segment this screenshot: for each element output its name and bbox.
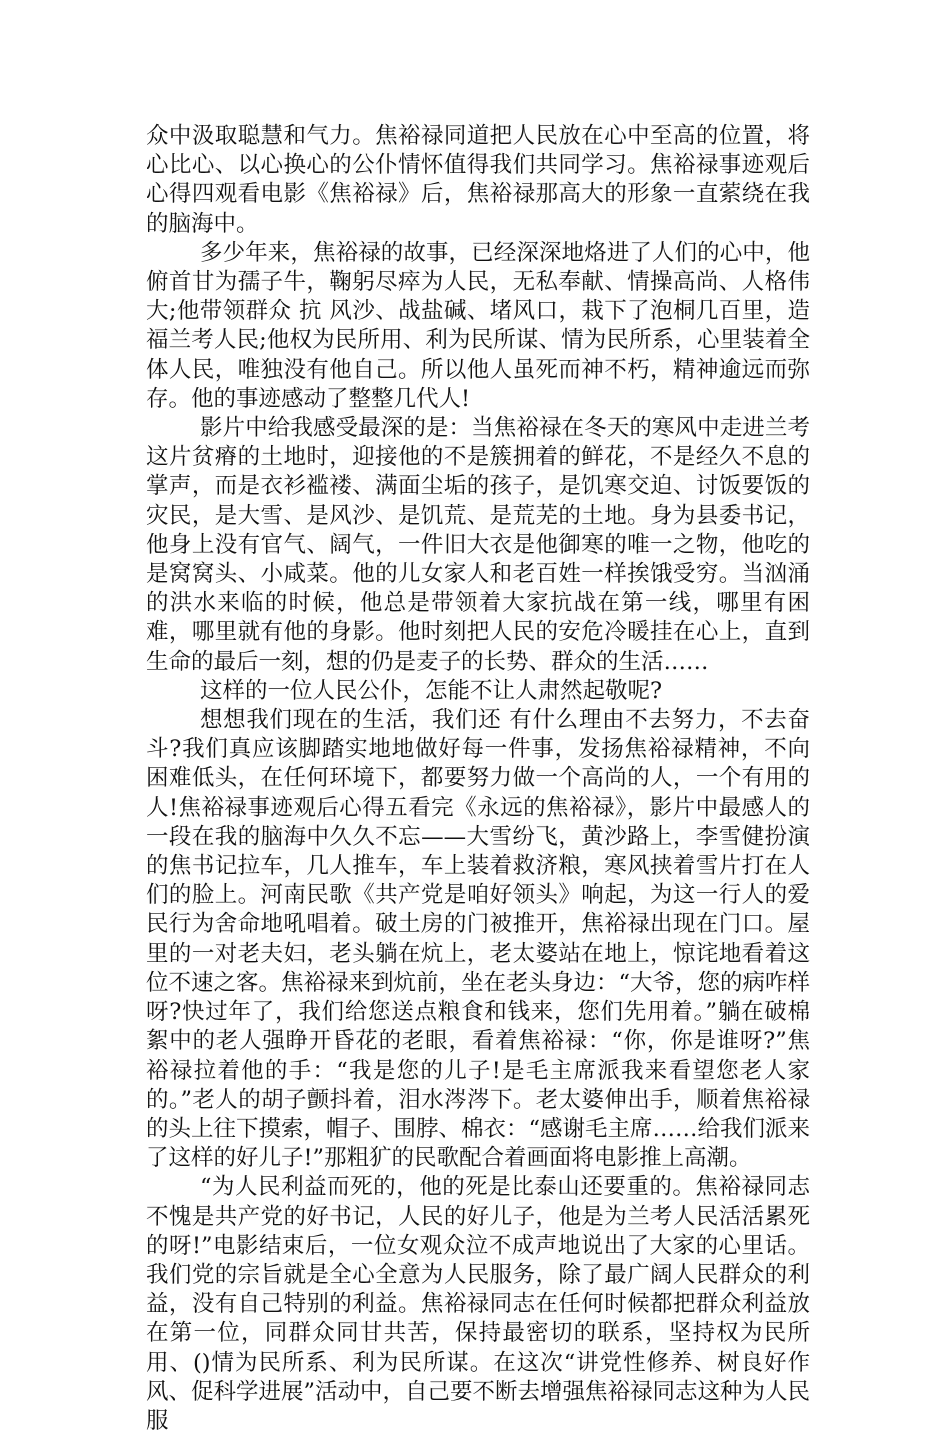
document-body: [146, 122, 810, 1436]
paragraph-4: 这样的一位人民公仆，怎能不让人肃然起敬呢?: [200, 677, 663, 704]
paragraph-1: 众中汲取聪慧和气力。焦裕禄同道把人民放在心中至高的位置，将心比心、以心换心的公仆情怀值得我们共同学习。焦裕禄事迹观后心得四观看电影《焦裕禄》后，焦裕禄那高大的形象一直萦绕在我的脑海中。: [146, 123, 810, 237]
paragraph-2: 多少年来，焦裕禄的故事，已经深深地烙进了人们的心中，他俯首甘为孺子牛，鞠躬尽瘁为人民，无私奉献、情操高尚、人格伟大;他带领群众 抗 风沙、战盐碱、堵风口，栽下了泡桐几百里，造福兰考人民;他权为民所用、利为民所谋、情为民所系，心里装着全体人民，唯独没有他自己。所以他人虽死而神不朽，精神逾远而弥存。他的事迹感动了整整几代人!: [146, 239, 810, 412]
paragraph-5: 想想我们现在的生活，我们还 有什么理由不去努力，不去奋斗?我们真应该脚踏实地地做好每一件事，发扬焦裕禄精神，不向困难低头，在任何环境下，都要努力做一个高尚的人，一个有用的人!焦裕禄事迹观后心得五看完《永远的焦裕禄》，影片中最感人的一段在我的脑海中久久不忘——大雪纷飞，黄沙路上，李雪健扮演的焦书记拉车，几人推车，车上装着救济粮，寒风挟着雪片打在人们的脸上。河南民歌《共产党是咱好领头》响起，为这一行人的爱民行为舍命地吼唱着。破土房的门被推开，焦裕禄出现在门口。屋里的一对老夫妇，老头躺在炕上，老太婆站在地上，惊诧地看着这位不速之客。焦裕禄来到炕前，坐在老头身边：“大爷，您的病咋样呀?快过年了，我们给您送点粮食和钱来，您们先用着。”躺在破棉絮中的老人强睁开昏花的老眼，看着焦裕禄：“你，你是谁呀?”焦裕禄拉着他的手：“我是您的儿子!是毛主席派我来看望您老人家的。”老人的胡子颤抖着，泪水涔涔下。老太婆伸出手，顺着焦裕禄的头上往下摸索，帽子、围脖、棉衣：“感谢毛主席……给我们派来了这样的好儿子!”那粗犷的民歌配合着画面将电影推上高潮。: [146, 707, 811, 1172]
paragraph-3: 影片中给我感受最深的是：当焦裕禄在冬天的寒风中走进兰考这片贫瘠的土地时，迎接他的不是簇拥着的鲜花，不是经久不息的掌声，而是衣衫褴褛、满面尘垢的孩子，是饥寒交迫、讨饭要饭的灾民，是大雪、是风沙、是饥荒、是荒芜的土地。身为县委书记，他身上没有官气、阔气，一件旧大衣是他御寒的唯一之物，他吃的是窝窝头、小咸菜。他的儿女家人和老百姓一样挨饿受穷。当汹涌的洪水来临的时候，他总是带领着大家抗战在第一线，哪里有困难，哪里就有他的身影。他时刻把人民的安危冷暖挂在心上，直到生命的最后一刻，想的仍是麦子的长势、群众的生活……: [146, 415, 810, 675]
paragraph-6: “为人民利益而死的，他的死是比泰山还要重的。焦裕禄同志不愧是共产党的好书记，人民的好儿子，他是为兰考人民活活累死的呀!”电影结束后，一位女观众泣不成声地说出了大家的心里话。我们党的宗旨就是全心全意为人民服务，除了最广阔人民群众的利益，没有自己特别的利益。焦裕禄同志在任何时候都把群众利益放在第一位，同群众同甘共苦，保持最密切的联系，坚持权为民所用、()情为民所系、利为民所谋。在这次“讲党性修养、树良好作风、促科学进展”活动中，自己要不断去增强焦裕禄同志这种为人民服: [146, 1174, 811, 1434]
